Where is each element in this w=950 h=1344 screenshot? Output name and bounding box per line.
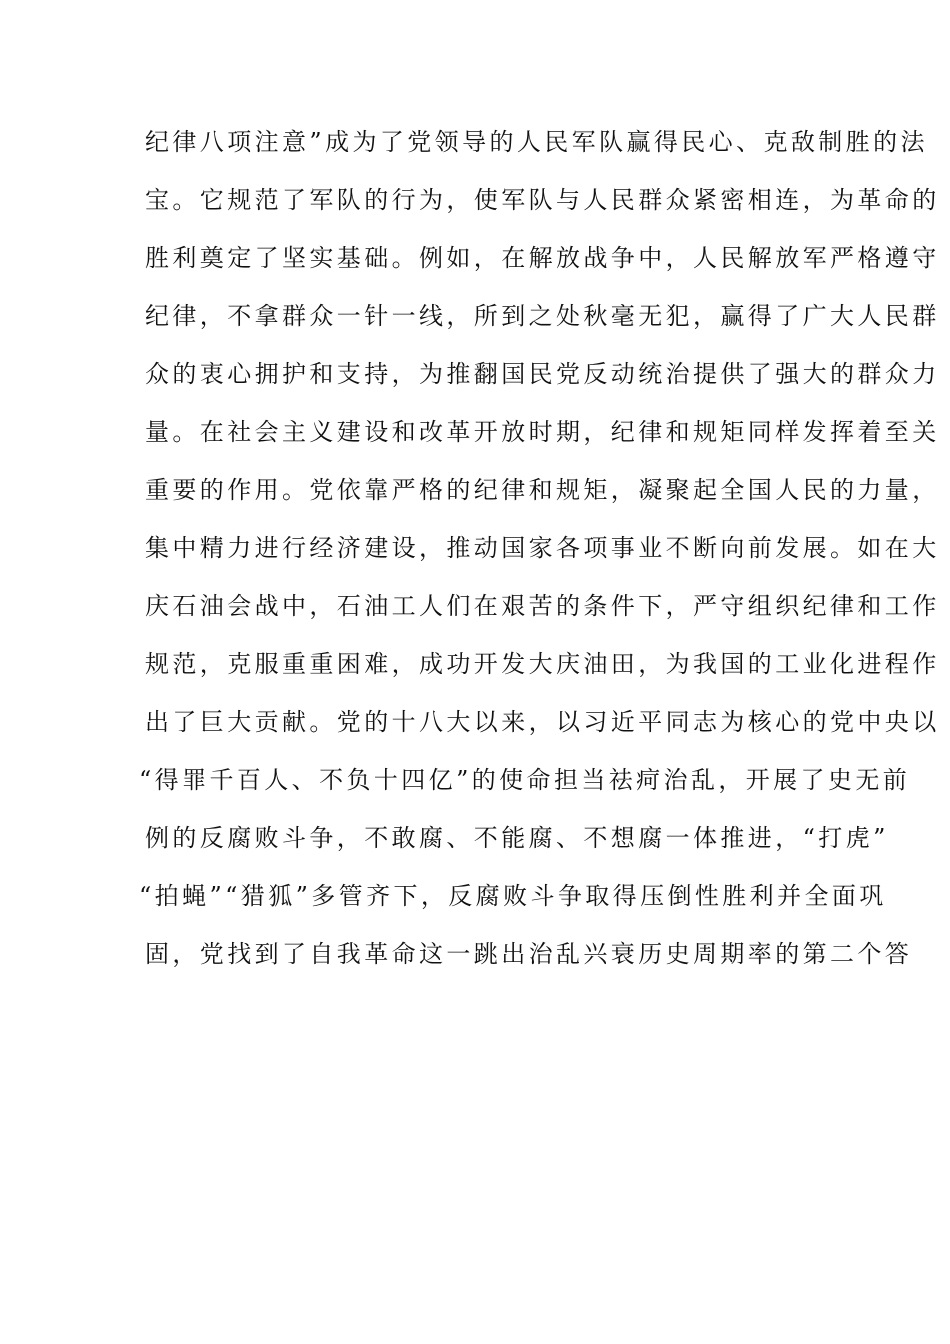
text-line-4: 纪律，不拿群众一针一线，所到之处秋毫无犯，赢得了广大人民群 (145, 302, 940, 330)
text-line-8: 集中精力进行经济建设，推动国家各项事业不断向前发展。如在大 (145, 534, 940, 562)
text-line-12: “得罪千百人、不负十四亿”的使命担当祛疴治乱，开展了史无前 (139, 766, 911, 794)
text-line-6: 量。在社会主义建设和改革开放时期，纪律和规矩同样发挥着至关 (145, 418, 940, 446)
text-line-10: 规范，克服重重困难，成功开发大庆油田，为我国的工业化进程作 (145, 650, 940, 678)
text-line-13: 例的反腐败斗争，不敢腐、不能腐、不想腐一体推进，“打虎” (145, 824, 889, 852)
text-line-14: “拍蝇”“猎狐”多管齐下，反腐败斗争取得压倒性胜利并全面巩 (139, 882, 887, 910)
text-line-2: 宝。它规范了军队的行为，使军队与人民群众紧密相连，为革命的 (145, 186, 940, 214)
text-line-11: 出了巨大贡献。党的十八大以来，以习近平同志为核心的党中央以 (145, 708, 940, 736)
text-line-1: 纪律八项注意”成为了党领导的人民军队赢得民心、克敌制胜的法 (145, 128, 928, 156)
text-line-7: 重要的作用。党依靠严格的纪律和规矩，凝聚起全国人民的力量， (145, 476, 940, 504)
text-line-5: 众的衷心拥护和支持，为推翻国民党反动统治提供了强大的群众力 (145, 360, 940, 388)
text-line-9: 庆石油会战中，石油工人们在艰苦的条件下，严守组织纪律和工作 (145, 592, 940, 620)
body-paragraph (139, 113, 940, 983)
text-line-3: 胜利奠定了坚实基础。例如，在解放战争中，人民解放军严格遵守 (145, 244, 940, 272)
text-line-15: 固，党找到了自我革命这一跳出治乱兴衰历史周期率的第二个答 (145, 940, 913, 968)
